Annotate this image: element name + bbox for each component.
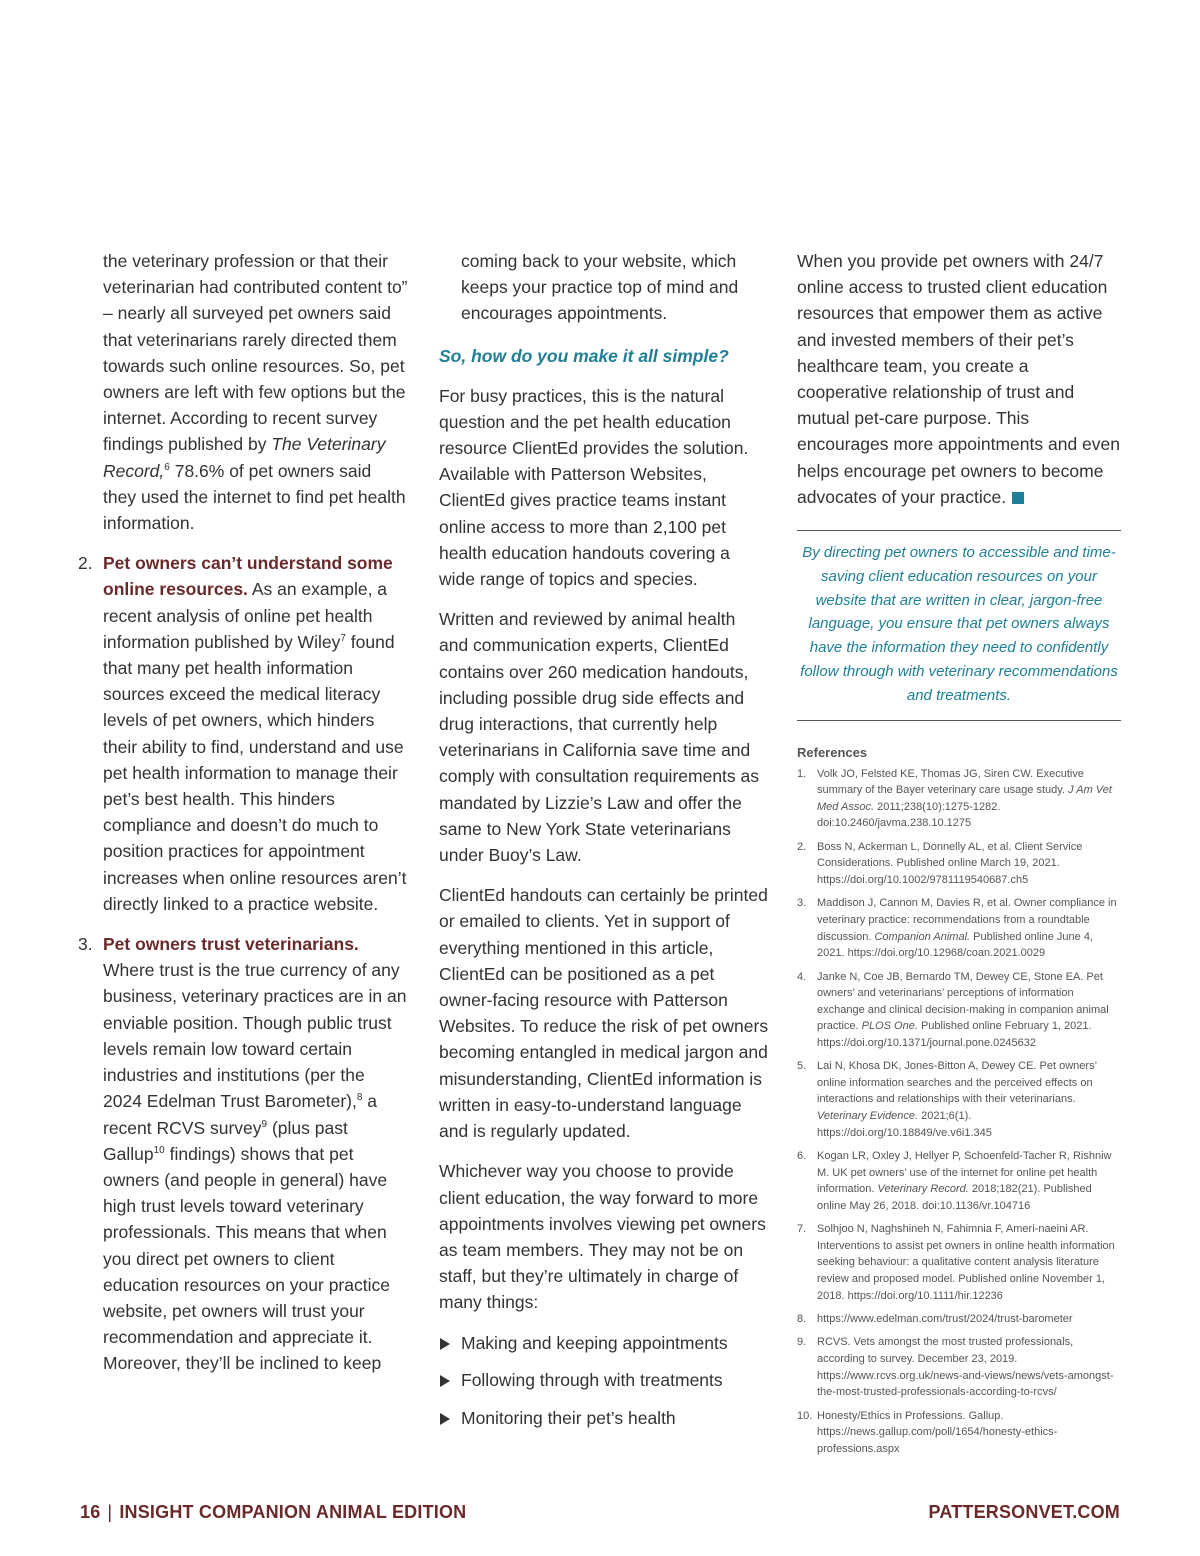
reference-item: 6. Kogan LR, Oxley J, Hellyer P, Schoenfeld-Tacher R, Rishniw M. UK pet owners’ use of the internet for online pet health information. Veterinary Record. 2018;182(21). Published online May 26, 2018. doi:10.1136/vr.104716 — [797, 1150, 1112, 1212]
col2-intro: coming back to your website, which keeps your practice top of mind and encourages appointments. — [461, 251, 739, 324]
paragraph: For busy practices, this is the natural question and the pet health education resource ClientEd provides the solution. Available with Patterson Websites, ClientEd gives practice teams instant online access to more than 2,100 pet health education handouts covering a wide range of topics and species. — [439, 385, 749, 590]
bullet-item: Monitoring their pet’s health — [439, 1405, 769, 1431]
reference-item: 9. RCVS. Vets amongst the most trusted professionals, according to survey. December 23, 2019. https://www.rcvs.org.uk/news-and-views/news/vets-amongst-the-most-trusted-professionals-according-to-rcvs/ — [797, 1336, 1114, 1399]
pull-quote-text: By directing pet owners to accessible and time-saving client education resources on your website that are written in clear, jargon-free language, you ensure that pet owners always have the information they need to confidently follow through with veterinary recommendations and treatments. — [800, 544, 1118, 704]
paragraph: When you provide pet owners with 24/7 online access to trusted client education resources that empower them as active and invested members of their pet’s healthcare team, you create a cooperative relationship of trust and mutual pet-care purpose. This encourages more appointments and even helps encourage pet owners to become advocates of your practice. — [797, 251, 1120, 507]
footnote-ref: 8 — [356, 1092, 363, 1104]
list-number: 2. — [78, 553, 93, 574]
references-list — [797, 766, 1121, 1458]
reference-item: 10. Honesty/Ethics in Professions. Gallup. https://news.gallup.com/poll/1654/honesty-ethics-professions.aspx — [797, 1409, 1058, 1455]
section-heading: So, how do you make it all simple? — [439, 345, 729, 366]
reference-item: 2. Boss N, Ackerman L, Donnelly AL, et al. Client Service Considerations. Published online March 19, 2021. https://doi.org/10.1002/9781119540687.ch5 — [797, 840, 1083, 886]
footer-site: PATTERSONVET.COM — [928, 1502, 1120, 1522]
column-middle — [439, 248, 769, 1442]
reference-item: 1. Volk JO, Felsted KE, Thomas JG, Siren CW. Executive summary of the Bayer veterinary care usage study. J Am Vet Med Assoc. 2011;238(10):1275-1282. doi:10.2460/javma.238.10.1275 — [797, 767, 1112, 830]
footnote-ref: 10 — [153, 1144, 165, 1156]
triangle-bullet-icon — [440, 1375, 450, 1387]
triangle-bullet-icon — [440, 1413, 450, 1425]
list-item-2: 2. Pet owners can’t understand some online resources. As an example, a recent analysis of online pet health information published by Wiley$^7$ found that many pet health information sources exceed the medical literacy levels of pet owners, which hinders their ability to find, understand and use pet health information to manage their pet’s best health. This hinders compliance and doesn’t do much to position practices for appointment increases when online resources aren’t directly linked to a practice website. — [78, 550, 408, 917]
item-lead: Pet owners can’t understand some online resources. — [103, 553, 393, 600]
triangle-bullet-icon — [440, 1338, 450, 1350]
paragraph: Whichever way you choose to provide client education, the way forward to more appointments involves viewing pet owners as team members. They may not be on staff, but they’re ultimately in charge of many things: — [439, 1161, 766, 1313]
column-right — [797, 248, 1121, 1464]
reference-item: 3. Maddison J, Cannon M, Davies R, et al. Owner compliance in veterinary practice: recommendations from a roundtable discussion. Companion Animal. Published online June 4, 2021. https://doi.org/10.12968/coan.2021.0029 — [797, 897, 1117, 960]
footnote-ref: 7 — [340, 633, 346, 645]
reference-item: 8. https://www.edelman.com/trust/2024/trust-barometer — [797, 1313, 1073, 1325]
page-number: 16 — [80, 1502, 101, 1522]
bullet-item: Following through with treatments — [439, 1367, 769, 1393]
col1-intro: the veterinary profession or that their veterinarian had contributed content to” – nearly all surveyed pet owners said that veterinarians rarely directed them towards such online resources. So, pet owners are left with few options but the internet. According to recent survey findings published by The Veterinary Record,$^6$ 78.6% of pet owners said they used the internet to find pet health information. — [103, 251, 408, 534]
footnote-ref: 6 — [164, 461, 170, 473]
item-lead: Pet owners trust veterinarians. — [103, 934, 359, 955]
paragraph: ClientEd handouts can certainly be printed or emailed to clients. Yet in support of everything mentioned in this article, ClientEd can be positioned as a pet owner-facing resource with Patterson Websites. To reduce the risk of pet owners becoming entangled in medical jargon and misunderstanding, ClientEd information is written in easy-to-understand language and is regularly updated. — [439, 885, 769, 1142]
reference-item: 4. Janke N, Coe JB, Bernardo TM, Dewey CE, Stone EA. Pet owners’ and veterinarians’ perceptions of information exchange and clinical decision-making in companion animal practice. PLOS One. Published online February 1, 2021. https://doi.org/10.1371/journal.pone.0245632 — [797, 970, 1109, 1049]
list-item-3: 3. Pet owners trust veterinarians. Where trust is the true currency of any business, veterinary practices are in an enviable position. Though public trust levels remain low toward certain industries and institutions (per the 2024 Edelman Trust Barometer),$^8$ a recent RCVS survey$^9$ (plus past Gallup$^{10}$ findings) shows that pet owners (and people in general) have high trust levels toward veterinary professionals. This means that when you direct pet owners to client education resources on your practice website, pet owners will trust your recommendation and appreciate it. Moreover, they’ll be inclined to keep — [78, 931, 408, 1376]
paragraph: Written and reviewed by animal health and communication experts, ClientEd contains over 260 medication handouts, including possible drug side effects and drug interactions, that currently help veterinarians in California save time and comply with consultation requirements as mandated by Lizzie’s Law and offer the same to New York State veterinarians under Buoy’s Law. — [439, 609, 760, 866]
bullet-list — [439, 1330, 769, 1431]
bullet-item: Making and keeping appointments — [439, 1330, 769, 1356]
journal-name: The Veterinary Record, — [103, 434, 386, 481]
footer-separator: | — [107, 1502, 113, 1522]
reference-item: 7. Solhjoo N, Naghshineh N, Fahimnia F, Ameri-naeini AR. Interventions to assist pet owners in online health information seeking behaviour: a qualitative content analysis literature review and proposed model. Published online November 1, 2018. https://doi.org/10.1111/hir.12236 — [797, 1223, 1115, 1302]
pull-quote — [797, 530, 1121, 721]
column-left — [78, 248, 408, 1377]
references-title: References — [797, 744, 868, 760]
reference-item: 5. Lai N, Khosa DK, Jones-Bitton A, Dewey CE. Pet owners’ online information searches and the perceived effects on interactions and relationships with their veterinarians. Veterinary Evidence. 2021;6(1). https://doi.org/10.18849/ve.v6i1.345 — [797, 1060, 1097, 1139]
end-square-icon — [1012, 492, 1024, 504]
footnote-ref: 9 — [261, 1118, 268, 1130]
list-number: 3. — [78, 934, 93, 955]
footer-page-info — [80, 1502, 466, 1523]
publication-name: INSIGHT COMPANION ANIMAL EDITION — [119, 1502, 467, 1522]
